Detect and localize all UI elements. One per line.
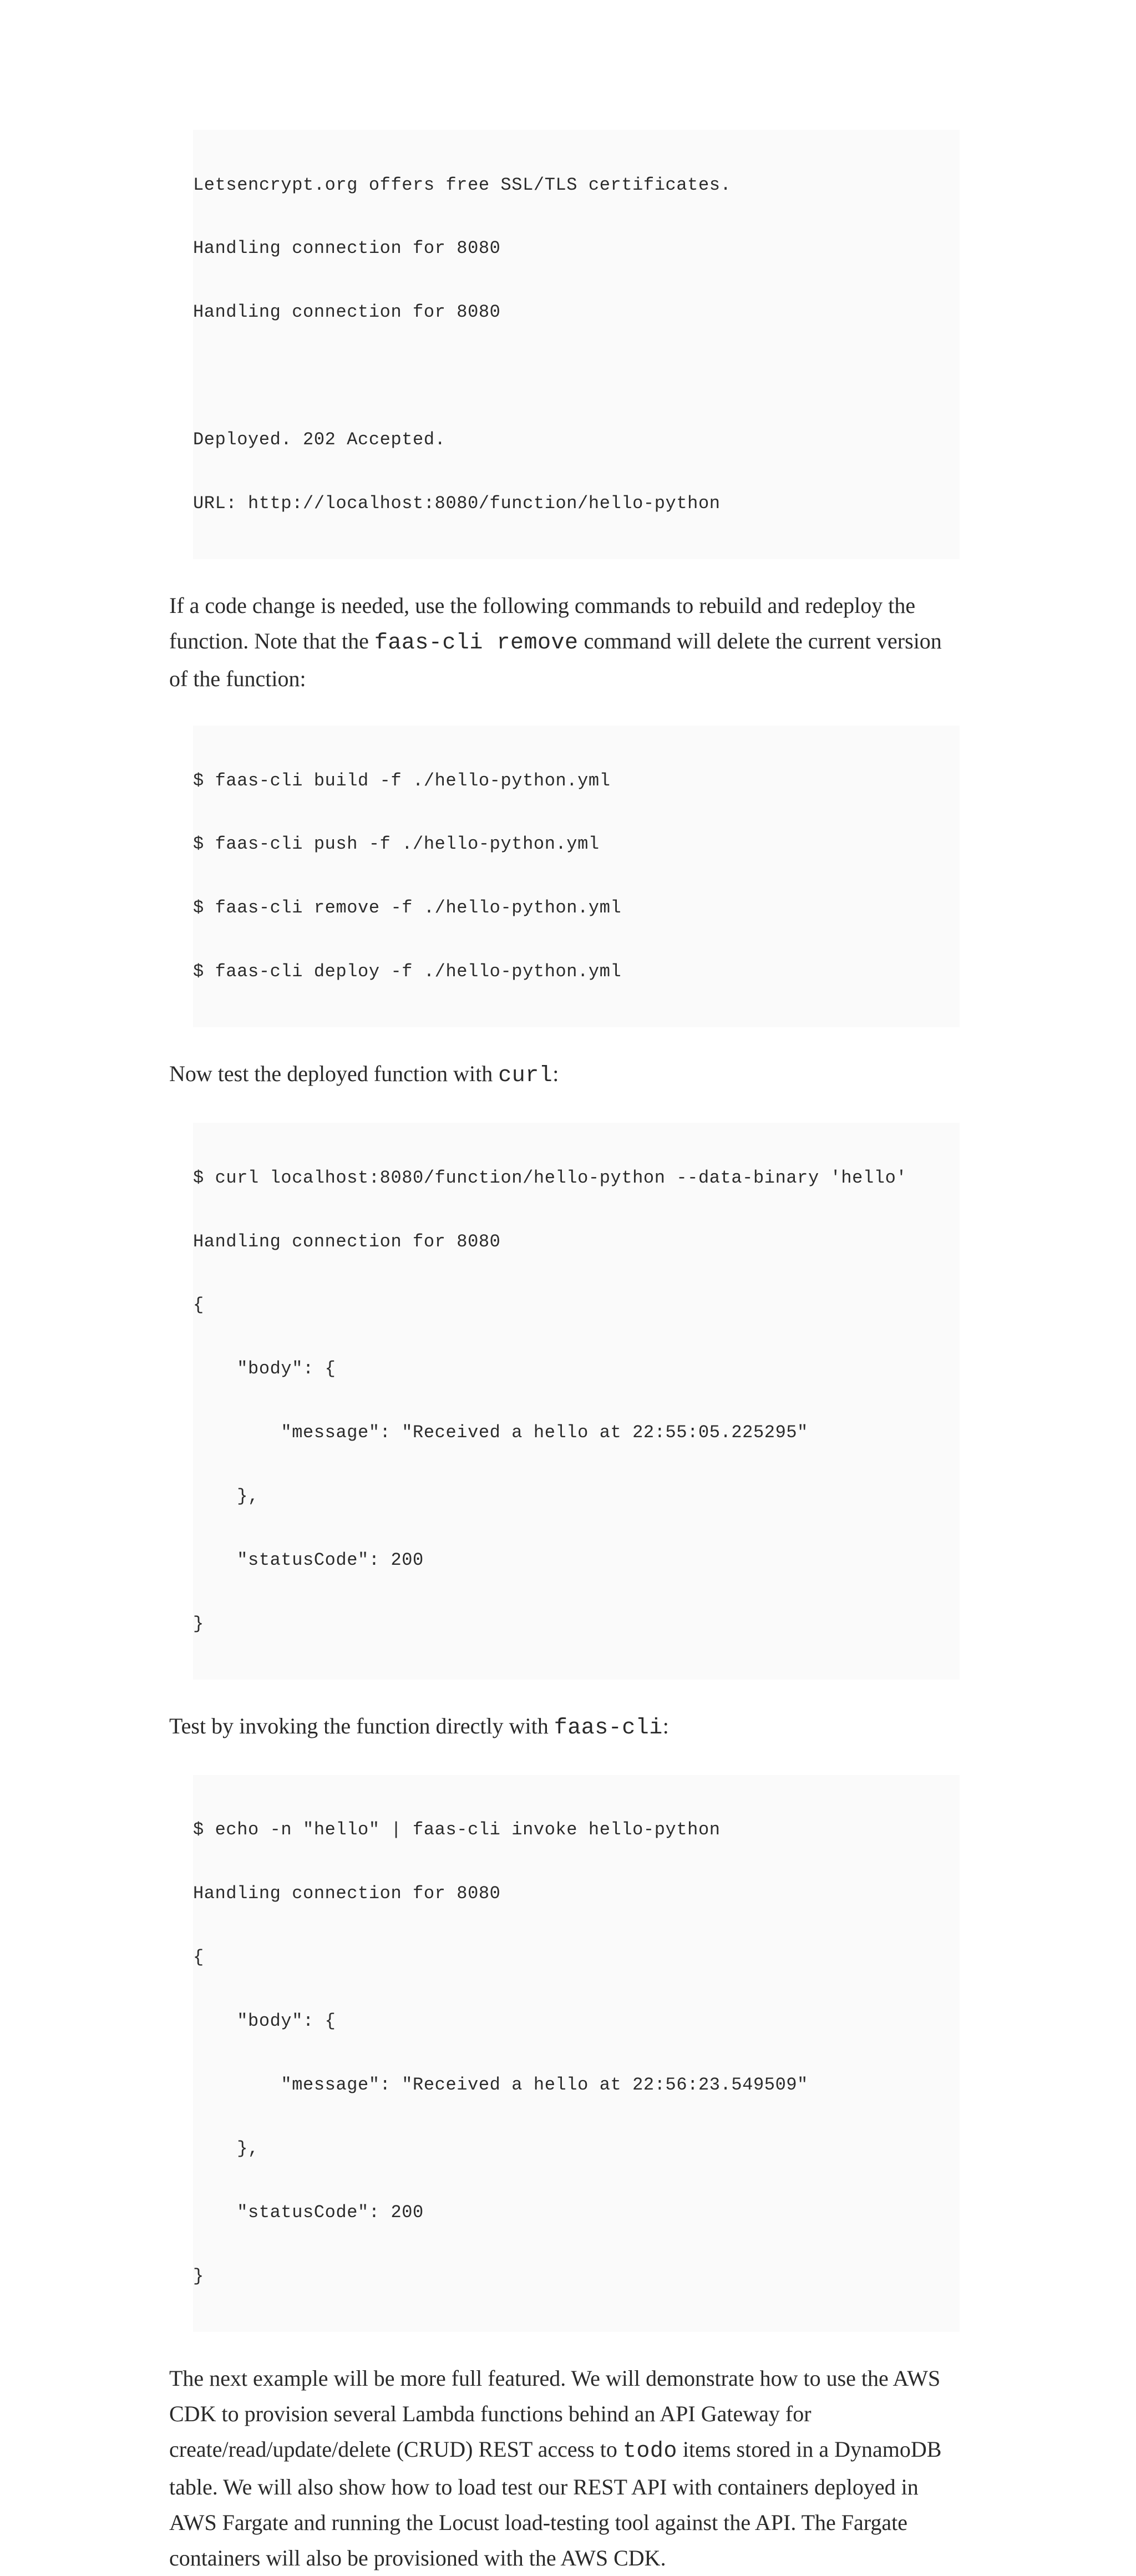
code-line: $ curl localhost:8080/function/hello-python --data-binary 'hello' — [193, 1167, 907, 1188]
code-line: Handling connection for 8080 — [193, 238, 501, 259]
paragraph-text: If a code change is needed, use the following commands to rebuild and redeploy the function. Note that the — [169, 592, 916, 653]
paragraph-text: : — [662, 1713, 669, 1738]
paragraph-faas-cli-test — [169, 1708, 960, 1746]
code-line: Deployed. 202 Accepted. — [193, 429, 446, 450]
inline-code: todo — [622, 2438, 677, 2464]
paragraph-curl-test — [169, 1056, 960, 1094]
code-line: $ echo -n "hello" | faas-cli invoke hello-python — [193, 1819, 721, 1840]
code-line: "statusCode": 200 — [193, 1550, 424, 1571]
code-block-curl-output — [193, 1123, 960, 1680]
code-line: "message": "Received a hello at 22:55:05.225295" — [193, 1422, 808, 1443]
code-line: Handling connection for 8080 — [193, 302, 501, 323]
paragraph-text: Now test the deployed function with — [169, 1061, 499, 1087]
inline-code: faas-cli remove — [374, 630, 579, 656]
code-line: Handling connection for 8080 — [193, 1231, 501, 1252]
code-line: $ faas-cli remove -f ./hello-python.yml — [193, 897, 622, 919]
code-line: { — [193, 1295, 204, 1316]
code-line: } — [193, 1613, 204, 1634]
code-line: }, — [193, 1486, 259, 1507]
code-line: }, — [193, 2138, 259, 2159]
paragraph-text: Test by invoking the function directly with — [169, 1713, 554, 1738]
code-line: Handling connection for 8080 — [193, 1883, 501, 1904]
code-line: { — [193, 1947, 204, 1968]
code-line: $ faas-cli deploy -f ./hello-python.yml — [193, 961, 622, 982]
paragraph-next-example — [169, 2361, 960, 2576]
paragraph-text: command will delete the current version of the function: — [169, 628, 942, 691]
document-page — [169, 130, 960, 2576]
code-line — [193, 366, 960, 387]
code-line: } — [193, 2265, 204, 2286]
paragraph-text: : — [552, 1061, 559, 1087]
code-block-rebuild-commands — [193, 726, 960, 1027]
inline-code: faas-cli — [554, 1715, 663, 1741]
code-block-deploy-output — [193, 130, 960, 559]
code-line: "body": { — [193, 2011, 336, 2032]
code-line: $ faas-cli push -f ./hello-python.yml — [193, 834, 600, 855]
paragraph-rebuild-instructions — [169, 588, 960, 697]
code-line: "message": "Received a hello at 22:56:23.549509" — [193, 2074, 808, 2095]
code-line: "statusCode": 200 — [193, 2202, 424, 2223]
paragraph-text: items stored in a DynamoDB table. We will also show how to load test our REST API with containers deployed in AWS Fargate and running the Locust load-testing tool against the API. The Fargate containers will also be provisioned with the AWS CDK. — [169, 2436, 942, 2570]
code-line: "body": { — [193, 1358, 336, 1380]
inline-code: curl — [498, 1063, 553, 1089]
code-line: URL: http://localhost:8080/function/hello-python — [193, 493, 721, 514]
code-line: Letsencrypt.org offers free SSL/TLS certificates. — [193, 174, 732, 195]
code-block-invoke-output — [193, 1775, 960, 2332]
code-line: $ faas-cli build -f ./hello-python.yml — [193, 770, 611, 791]
paragraph-text: The next example will be more full featured. We will demonstrate how to use the AWS CDK to provision several Lambda functions behind an API Gateway for create/read/update/delete (CRUD) REST access to — [169, 2365, 941, 2462]
